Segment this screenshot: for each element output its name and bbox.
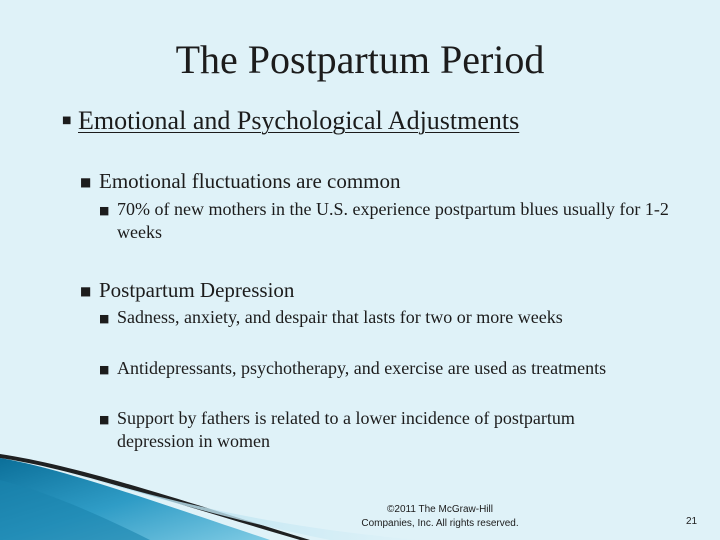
bullet-level3: Antidepressants, psychotherapy, and exercise are used as treatments — [117, 358, 607, 378]
square-bullet-icon: ■ — [80, 175, 92, 189]
slide-title: The Postpartum Period — [175, 37, 545, 82]
bullet-level3: 70% of new mothers in the U.S. experience postpartum blues usually for 1-2 weeks — [117, 199, 669, 242]
square-bullet-icon: ■ — [99, 312, 110, 325]
page-number: 21 — [686, 516, 698, 527]
bullet-level2: Postpartum Depression — [99, 278, 295, 302]
square-bullet-icon: ■ — [99, 413, 110, 426]
copyright-notice — [345, 503, 535, 531]
square-bullet-icon: ■ — [99, 204, 110, 217]
copyright-line: Companies, Inc. All rights reserved. — [361, 518, 519, 529]
square-bullet-icon: ■ — [62, 115, 72, 126]
section-heading: Emotional and Psychological Adjustments — [78, 106, 520, 135]
square-bullet-icon: ■ — [80, 284, 92, 298]
bullet-level3: Sadness, anxiety, and despair that lasts for two or more weeks — [117, 307, 563, 327]
square-bullet-icon: ■ — [99, 363, 110, 376]
copyright-line: ©2011 The McGraw-Hill — [387, 504, 493, 515]
bullet-level2: Emotional fluctuations are common — [99, 169, 401, 193]
bullet-level3: Support by fathers is related to a lower incidence of postpartum depression in women — [117, 408, 575, 451]
